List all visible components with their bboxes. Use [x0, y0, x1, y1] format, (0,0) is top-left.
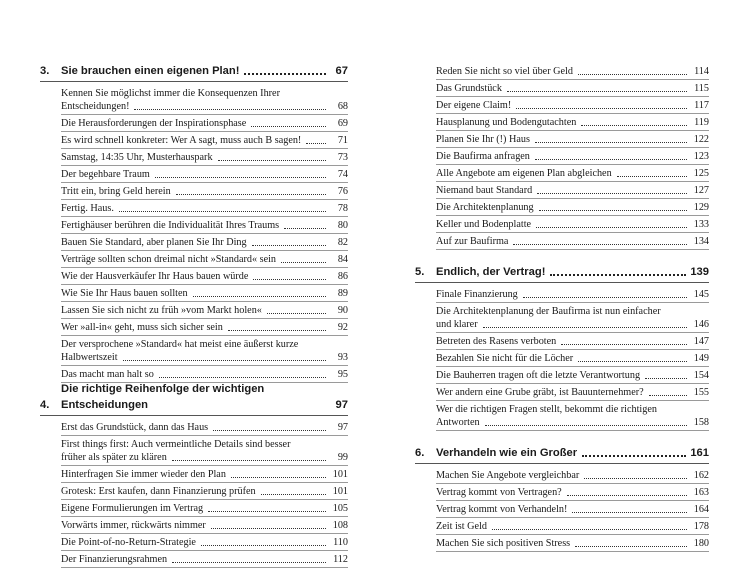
toc-page-number: 80: [337, 219, 348, 231]
toc-entry-text: Fertighäuser berühren die Individualität Ihres Traums: [61, 219, 280, 231]
toc-entry-list: [436, 286, 709, 431]
toc-entry: [61, 319, 348, 336]
toc-entry: [61, 85, 348, 115]
toc-entry-text: Wie der Hausverkäufer Ihr Haus bauen würde: [61, 270, 249, 282]
toc-entry-line: [61, 134, 348, 147]
chapter-heading: [415, 264, 709, 280]
toc-entry-line: [436, 469, 709, 482]
toc-page-number: 114: [694, 65, 709, 77]
chapter-title: Verhandeln wie ein Großer: [436, 447, 578, 459]
toc-entry-line: [61, 321, 348, 334]
toc-entry: [436, 518, 709, 535]
toc-entry-text: Machen Sie Angebote vergleichbar: [436, 469, 580, 481]
dot-leader: [536, 227, 687, 228]
toc-entry: [61, 217, 348, 234]
dot-leader: [582, 455, 686, 457]
toc-entry-line: [61, 219, 348, 232]
toc-page-number: 149: [693, 352, 709, 364]
dot-leader: [251, 126, 326, 127]
toc-entry-line: [61, 151, 348, 164]
toc-page-number: 101: [332, 485, 348, 497]
toc-page-number: 122: [693, 133, 709, 145]
toc-page-number: 133: [693, 218, 709, 230]
left-toc-column: [40, 63, 348, 568]
toc-entry: [436, 131, 709, 148]
toc-entry-line: [61, 421, 348, 434]
dot-leader: [193, 296, 326, 297]
chapter-title: Die richtige Reihenfolge der wichtigen Entscheidungen: [61, 383, 265, 411]
toc-entry-line: [436, 486, 709, 499]
toc-entry-text: Die Bauherren tragen oft die letzte Verantwortung: [436, 369, 641, 381]
toc-page-number: 74: [337, 168, 348, 180]
dot-leader: [306, 143, 326, 144]
dot-leader: [492, 529, 687, 530]
toc-entry: [61, 132, 348, 149]
toc-page-number: 112: [333, 553, 348, 565]
chapter-page-number: 67: [335, 65, 348, 77]
toc-entry: [61, 336, 348, 366]
chapter-heading: [415, 445, 709, 461]
toc-page-number: 110: [333, 536, 348, 548]
toc-entry-text: Es wird schnell konkreter: Wer A sagt, muss auch B sagen!: [61, 134, 302, 146]
toc-page-number: 82: [337, 236, 348, 248]
toc-entry-line: [436, 318, 709, 331]
toc-entry: [61, 551, 348, 568]
chapter-number: 6.: [415, 447, 425, 459]
dot-leader: [567, 495, 687, 496]
toc-entry: [436, 216, 709, 233]
toc-entry: [436, 165, 709, 182]
dot-leader: [575, 546, 687, 547]
dot-leader: [252, 245, 326, 246]
toc-entry-text: Hinterfragen Sie immer wieder den Plan: [61, 468, 226, 480]
toc-entry-line: [61, 253, 348, 266]
toc-entry-line: [61, 304, 348, 317]
toc-entry-line: [61, 485, 348, 498]
toc-entry: [61, 200, 348, 217]
dot-leader: [561, 344, 687, 345]
toc-page-number: 68: [337, 100, 348, 112]
toc-entry-line: [61, 451, 348, 464]
dot-leader: [159, 377, 326, 378]
chapter-number: 3.: [40, 65, 50, 77]
toc-page-number: 117: [694, 99, 709, 111]
toc-entry: [436, 199, 709, 216]
toc-entry-text: Hausplanung und Bodengutachten: [436, 116, 577, 128]
chapter-page-number: 161: [690, 447, 709, 459]
toc-entry-text: Der versprochene »Standard« hat meist eine äußerst kurze: [61, 338, 299, 350]
toc-entry-text: Auf zur Baufirma: [436, 235, 509, 247]
toc-entry-line: [436, 403, 709, 416]
toc-entry: [436, 384, 709, 401]
toc-entry: [436, 535, 709, 552]
chapter-divider: [40, 81, 348, 82]
dot-leader: [507, 91, 687, 92]
toc-entry-text: Wie Sie Ihr Haus bauen sollten: [61, 287, 188, 299]
toc-entry-text: Verträge sollten schon dreimal nicht »Standard« sein: [61, 253, 277, 265]
toc-entry-line: [61, 519, 348, 532]
toc-entry-list: [436, 467, 709, 552]
dot-leader: [123, 360, 326, 361]
toc-entry-line: [436, 352, 709, 365]
toc-entry-text: Eigene Formulierungen im Vertrag: [61, 502, 204, 514]
dot-leader: [535, 159, 687, 160]
toc-entry-text: Die Baufirma anfragen: [436, 150, 530, 162]
toc-entry: [61, 285, 348, 302]
toc-entry-text: Betreten des Rasens verboten: [436, 335, 557, 347]
toc-page-number: 73: [337, 151, 348, 163]
toc-entry-line: [436, 305, 709, 318]
toc-page-number: 108: [332, 519, 348, 531]
toc-entry-text: Entscheidungen!: [61, 100, 130, 112]
toc-entry: [436, 367, 709, 384]
toc-entry-text: Der eigene Claim!: [436, 99, 512, 111]
toc-entry: [61, 268, 348, 285]
toc-entry-line: [436, 288, 709, 301]
toc-entry-text: Kennen Sie möglichst immer die Konsequenzen Ihrer: [61, 87, 280, 99]
dot-leader: [649, 395, 687, 396]
toc-entry-line: [61, 117, 348, 130]
toc-entry-text: Niemand baut Standard: [436, 184, 533, 196]
toc-page-number: 76: [337, 185, 348, 197]
toc-entry-text: Zeit ist Geld: [436, 520, 487, 532]
toc-page-number: 84: [337, 253, 348, 265]
dot-leader: [584, 478, 687, 479]
toc-entry-line: [61, 338, 348, 351]
toc-entry-text: Die Herausforderungen der Inspirationsphase: [61, 117, 247, 129]
toc-entry-text: Die Point-of-no-Return-Strategie: [61, 536, 196, 548]
toc-entry-text: Keller und Bodenplatte: [436, 218, 532, 230]
toc-entry-line: [436, 537, 709, 550]
toc-entry: [61, 302, 348, 319]
dot-leader: [523, 297, 687, 298]
toc-entry-line: [436, 150, 709, 163]
toc-page-number: 93: [337, 351, 348, 363]
dot-leader: [535, 142, 687, 143]
toc-entry-text: Lassen Sie sich nicht zu früh »vom Markt holen«: [61, 304, 262, 316]
chapter-number: 4.: [40, 399, 50, 411]
chapter-page-number: 139: [690, 266, 709, 278]
toc-page-number: 86: [337, 270, 348, 282]
toc-entry-line: [436, 218, 709, 231]
dot-leader: [119, 211, 326, 212]
toc-page-number: 71: [337, 134, 348, 146]
dot-leader: [218, 160, 326, 161]
dot-leader: [645, 378, 687, 379]
dot-leader: [228, 330, 326, 331]
toc-page-number: 78: [337, 202, 348, 214]
dot-leader: [172, 460, 326, 461]
toc-entry-line: [436, 416, 709, 429]
toc-entry: [61, 149, 348, 166]
toc-entry-text: Wer die richtigen Fragen stellt, bekommt die richtigen: [436, 403, 657, 415]
toc-entry: [61, 183, 348, 200]
dot-leader: [485, 425, 687, 426]
toc-entry: [436, 401, 709, 431]
toc-entry-line: [436, 82, 709, 95]
toc-entry-text: Das macht man halt so: [61, 368, 154, 380]
toc-entry-line: [61, 368, 348, 381]
toc-entry-line: [61, 168, 348, 181]
toc-entry: [61, 534, 348, 551]
section-gap: [415, 250, 709, 264]
chapter-number: 5.: [415, 266, 425, 278]
toc-entry-text: Halbwertszeit: [61, 351, 118, 363]
chapter-title: Endlich, der Vertrag!: [436, 266, 546, 278]
toc-entry-line: [436, 503, 709, 516]
toc-page-number: 134: [693, 235, 709, 247]
toc-page-number: 162: [693, 469, 709, 481]
toc-page-number: 154: [693, 369, 709, 381]
chapter-divider: [415, 282, 709, 283]
dot-leader: [513, 244, 687, 245]
toc-entry-line: [436, 520, 709, 533]
toc-entry-line: [436, 201, 709, 214]
toc-entry: [436, 97, 709, 114]
toc-page-number: 129: [693, 201, 709, 213]
dot-leader: [578, 74, 687, 75]
toc-entry: [61, 466, 348, 483]
chapter-title: Sie brauchen einen eigenen Plan!: [61, 65, 240, 77]
toc-entry-line: [436, 167, 709, 180]
toc-entry: [436, 333, 709, 350]
toc-entry-text: Wer »all-in« geht, muss sich sicher sein: [61, 321, 223, 333]
toc-entry-text: Bezahlen Sie nicht für die Löcher: [436, 352, 574, 364]
dot-leader: [261, 494, 326, 495]
dot-leader: [172, 562, 326, 563]
chapter-heading: [40, 63, 348, 79]
toc-entry-text: Tritt ein, bring Geld herein: [61, 185, 171, 197]
toc-page-number: 95: [337, 368, 348, 380]
toc-page-number: 147: [693, 335, 709, 347]
toc-entry-line: [61, 468, 348, 481]
toc-page-number: 127: [693, 184, 709, 196]
dot-leader: [155, 177, 326, 178]
toc-entry: [436, 501, 709, 518]
toc-page-number: 178: [693, 520, 709, 532]
dot-leader: [211, 528, 326, 529]
dot-leader: [537, 193, 687, 194]
toc-entry-text: Alle Angebote am eigenen Plan abgleichen: [436, 167, 612, 179]
toc-entry-text: Fertig. Haus.: [61, 202, 114, 214]
toc-page-number: 119: [694, 116, 709, 128]
toc-entry-text: Planen Sie Ihr (!) Haus: [436, 133, 530, 145]
toc-entry-text: Der Finanzierungsrahmen: [61, 553, 168, 565]
section-gap: [415, 431, 709, 445]
dot-leader: [617, 176, 687, 177]
toc-page-number: 155: [693, 386, 709, 398]
toc-entry: [61, 419, 348, 436]
dot-leader: [281, 262, 326, 263]
toc-entry-line: [61, 536, 348, 549]
dot-leader: [134, 109, 326, 110]
toc-entry: [436, 350, 709, 367]
toc-page-number: 115: [694, 82, 709, 94]
toc-entry-line: [61, 553, 348, 566]
right-toc-column: [415, 63, 709, 552]
toc-entry-text: Grotesk: Erst kaufen, dann Finanzierung prüfen: [61, 485, 256, 497]
toc-entry-text: früher als später zu klären: [61, 451, 167, 463]
toc-entry-text: Reden Sie nicht so viel über Geld: [436, 65, 573, 77]
toc-entry-text: Bauen Sie Standard, aber planen Sie Ihr Ding: [61, 236, 247, 248]
toc-entry: [436, 80, 709, 97]
toc-entry: [436, 148, 709, 165]
toc-entry-line: [61, 351, 348, 364]
toc-entry-line: [436, 335, 709, 348]
toc-entry-text: Finale Finanzierung: [436, 288, 518, 300]
toc-entry-list: [61, 419, 348, 568]
toc-page-number: 99: [337, 451, 348, 463]
toc-entry-text: Wer andern eine Grube gräbt, ist Bauunternehmer?: [436, 386, 644, 398]
chapter-divider: [40, 415, 348, 416]
toc-entry: [61, 483, 348, 500]
toc-entry-text: Erst das Grundstück, dann das Haus: [61, 421, 209, 433]
toc-entry-line: [436, 369, 709, 382]
toc-entry: [61, 166, 348, 183]
toc-entry-line: [436, 184, 709, 197]
toc-entry-line: [61, 287, 348, 300]
toc-entry-line: [436, 386, 709, 399]
toc-entry-text: Vorwärts immer, rückwärts nimmer: [61, 519, 206, 531]
toc-entry: [61, 436, 348, 466]
toc-entry-list: [61, 85, 348, 383]
toc-entry: [61, 500, 348, 517]
toc-entry-line: [436, 133, 709, 146]
dot-leader: [483, 327, 687, 328]
toc-entry-line: [61, 502, 348, 515]
toc-entry-text: First things first: Auch vermeintliche Details sind besser: [61, 438, 291, 450]
dot-leader: [572, 512, 687, 513]
toc-page-number: 101: [332, 468, 348, 480]
toc-page-number: 180: [693, 537, 709, 549]
dot-leader: [231, 477, 326, 478]
toc-entry-line: [61, 87, 348, 100]
toc-page-number: 163: [693, 486, 709, 498]
dot-leader: [213, 430, 326, 431]
toc-page-number: 92: [337, 321, 348, 333]
dot-leader: [208, 511, 326, 512]
toc-entry: [61, 517, 348, 534]
toc-page-number: 69: [337, 117, 348, 129]
toc-entry: [61, 115, 348, 132]
toc-page-number: 125: [693, 167, 709, 179]
chapter-heading: [40, 383, 348, 413]
toc-entry-list: [436, 63, 709, 250]
toc-entry: [436, 233, 709, 250]
toc-page-number: 123: [693, 150, 709, 162]
toc-entry-line: [61, 270, 348, 283]
dot-leader: [244, 73, 326, 75]
dot-leader: [253, 279, 326, 280]
toc-page-number: 158: [693, 416, 709, 428]
toc-entry: [436, 467, 709, 484]
toc-entry: [436, 286, 709, 303]
toc-entry-text: Machen Sie sich positiven Stress: [436, 537, 571, 549]
toc-entry-text: Antworten: [436, 416, 480, 428]
toc-page-number: 164: [693, 503, 709, 515]
toc-entry: [436, 303, 709, 333]
toc-page-number: 97: [337, 421, 348, 433]
dot-leader: [550, 274, 686, 276]
toc-entry-text: Vertrag kommt von Vertragen?: [436, 486, 562, 498]
dot-leader: [284, 228, 326, 229]
toc-entry-line: [61, 236, 348, 249]
toc-page-number: 89: [337, 287, 348, 299]
toc-page-number: 145: [693, 288, 709, 300]
dot-leader: [267, 313, 326, 314]
toc-entry-line: [436, 65, 709, 78]
dot-leader: [539, 210, 687, 211]
toc-page-number: 90: [337, 304, 348, 316]
toc-entry-line: [436, 116, 709, 129]
toc-entry-line: [436, 99, 709, 112]
toc-entry-text: Vertrag kommt von Verhandeln!: [436, 503, 568, 515]
chapter-page-number: 97: [335, 399, 348, 411]
dot-leader: [581, 125, 687, 126]
toc-entry-line: [61, 202, 348, 215]
right-page: [375, 0, 750, 583]
toc-entry-line: [61, 438, 348, 451]
toc-entry-line: [61, 100, 348, 113]
toc-entry: [61, 251, 348, 268]
toc-entry-line: [61, 185, 348, 198]
toc-entry-text: Das Grundstück: [436, 82, 502, 94]
dot-leader: [176, 194, 326, 195]
toc-page-number: 105: [332, 502, 348, 514]
toc-entry: [436, 63, 709, 80]
toc-entry-text: und klarer: [436, 318, 478, 330]
toc-entry-text: Die Architektenplanung: [436, 201, 534, 213]
dot-leader: [516, 108, 687, 109]
toc-entry-text: Samstag, 14:35 Uhr, Musterhauspark: [61, 151, 213, 163]
toc-entry: [61, 234, 348, 251]
toc-page-number: 146: [693, 318, 709, 330]
dot-leader: [578, 361, 687, 362]
dot-leader: [201, 545, 326, 546]
chapter-divider: [415, 463, 709, 464]
toc-entry: [436, 114, 709, 131]
toc-entry-text: Der begehbare Traum: [61, 168, 150, 180]
toc-entry: [436, 484, 709, 501]
toc-entry-line: [436, 235, 709, 248]
toc-entry-text: Die Architektenplanung der Baufirma ist nun einfacher: [436, 305, 661, 317]
toc-entry: [436, 182, 709, 199]
